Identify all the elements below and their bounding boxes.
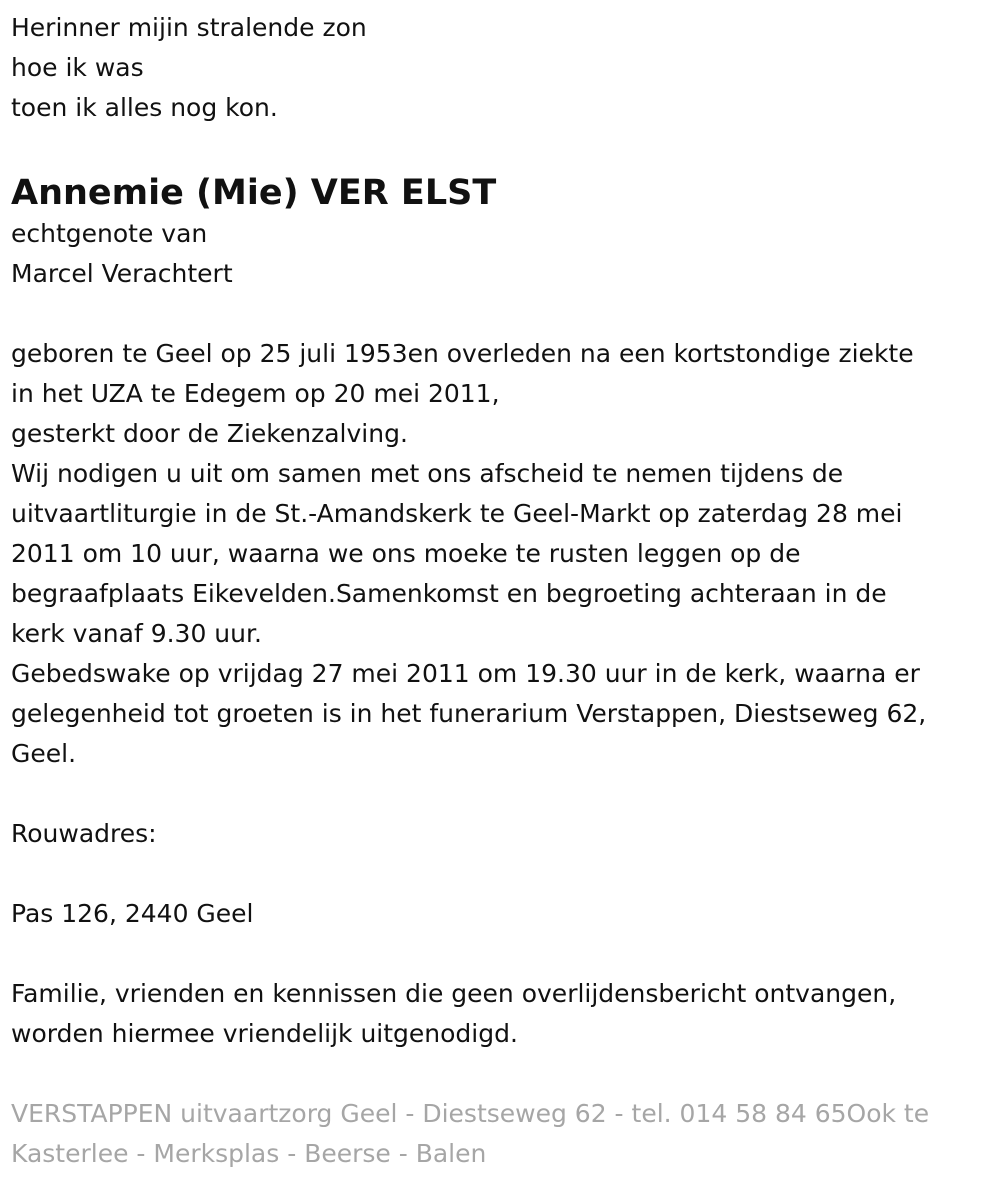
footer-line: VERSTAPPEN uitvaartzorg Geel - Diestseweg 62 - tel. 014 58 84 65Ook te xyxy=(11,1099,930,1128)
poem-line: hoe ik was xyxy=(11,53,144,82)
invitation-line: worden hiermee vriendelijk uitgenodigd. xyxy=(11,1019,518,1048)
announcement-text xyxy=(11,334,1000,774)
poem-line: Herinner mijin stralende zon xyxy=(11,13,367,42)
announcement-line: in het UZA te Edegem op 20 mei 2011, xyxy=(11,379,500,408)
announcement-line: gesterkt door de Ziekenzalving. xyxy=(11,419,408,448)
poem-line: toen ik alles nog kon. xyxy=(11,93,278,122)
announcement-line: gelegenheid tot groeten is in het funerarium Verstappen, Diestseweg 62, xyxy=(11,699,927,728)
spacer xyxy=(11,934,1000,974)
announcement-line: begraafplaats Eikevelden.Samenkomst en begroeting achteraan in de xyxy=(11,579,887,608)
invitation-text xyxy=(11,974,1000,1054)
announcement-line: kerk vanaf 9.30 uur. xyxy=(11,619,262,648)
address-label: Rouwadres: xyxy=(11,819,157,848)
relation-line: Marcel Verachtert xyxy=(11,259,233,288)
address-value: Pas 126, 2440 Geel xyxy=(11,899,254,928)
spacer xyxy=(11,774,1000,814)
spacer xyxy=(11,854,1000,894)
spacer xyxy=(11,294,1000,334)
announcement-line: Geel. xyxy=(11,739,77,768)
spacer xyxy=(11,1054,1000,1094)
announcement-line: 2011 om 10 uur, waarna we ons moeke te rusten leggen op de xyxy=(11,539,801,568)
announcement-line: Wij nodigen u uit om samen met ons afscheid te nemen tijdens de xyxy=(11,459,844,488)
announcement-line: geboren te Geel op 25 juli 1953en overleden na een kortstondige ziekte xyxy=(11,339,914,368)
invitation-line: Familie, vrienden en kennissen die geen overlijdensbericht ontvangen, xyxy=(11,979,897,1008)
relation xyxy=(11,214,1000,294)
footer-line: Kasterlee - Merksplas - Beerse - Balen xyxy=(11,1139,487,1168)
deceased-name: Annemie (Mie) VER ELST xyxy=(11,173,497,213)
poem xyxy=(11,8,1000,128)
relation-line: echtgenote van xyxy=(11,219,208,248)
funeral-home-footer xyxy=(11,1094,1000,1174)
announcement-line: Gebedswake op vrijdag 27 mei 2011 om 19.30 uur in de kerk, waarna er xyxy=(11,659,920,688)
announcement-line: uitvaartliturgie in de St.-Amandskerk te Geel-Markt op zaterdag 28 mei xyxy=(11,499,903,528)
